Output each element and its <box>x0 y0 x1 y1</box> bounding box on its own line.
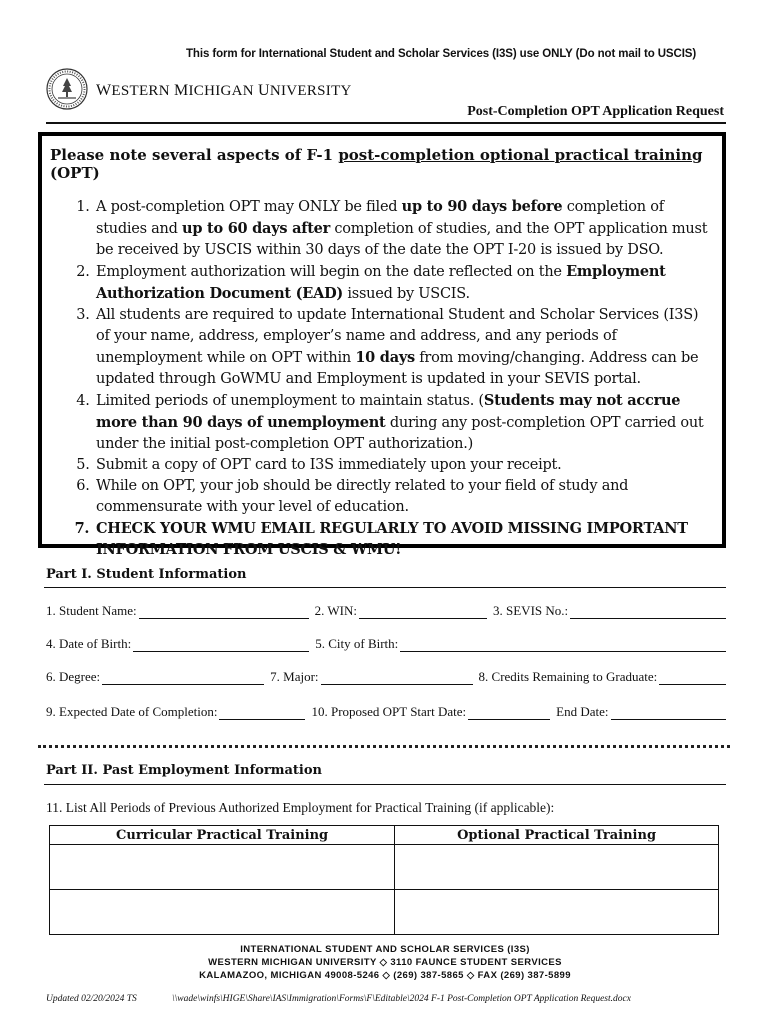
notice-item-5: 5. Submit a copy of OPT card to I3S immediately upon your receipt. <box>94 455 714 476</box>
city-of-birth-field[interactable] <box>400 639 726 652</box>
dob-field[interactable] <box>133 639 309 652</box>
footer-line-1: INTERNATIONAL STUDENT AND SCHOLAR SERVICES (I3S) <box>240 944 530 955</box>
university-name: WESTERN MICHIGAN UNIVERSITY <box>96 82 352 99</box>
file-path: \\wade\winfs\HIGE\Share\IAS\Immigration\Forms\F\Editable\2024 F-1 Post-Completion OPT Application Request.docx <box>172 994 631 1004</box>
row-4 <box>46 704 726 720</box>
opt-start-field[interactable] <box>468 707 550 720</box>
part2-title: Part II. Past Employment Information <box>46 763 322 778</box>
opt-start-label: 10. Proposed OPT Start Date: <box>311 704 467 719</box>
notice-item-6: 6. While on OPT, your job should be directly related to your field of study and commensurate with your level of education. <box>94 476 714 518</box>
row-2 <box>46 636 726 652</box>
footer-line-2: WESTERN MICHIGAN UNIVERSITY ◇ 3110 FAUNCE STUDENT SERVICES <box>208 957 562 968</box>
credits-field[interactable] <box>659 672 726 685</box>
row-3 <box>46 669 726 685</box>
part1-rule <box>44 587 726 588</box>
cpt-cell-1[interactable] <box>50 845 395 890</box>
part2-rule <box>44 784 726 785</box>
footer-line-3: KALAMAZOO, MICHIGAN 49008-5246 ◇ (269) 387-5865 ◇ FAX (269) 387-5899 <box>199 970 571 981</box>
credits-label: 8. Credits Remaining to Graduate: <box>478 669 658 684</box>
city-of-birth-label: 5. City of Birth: <box>315 636 399 651</box>
employment-table <box>49 825 719 935</box>
notice-heading: Please note several aspects of F-1 post-completion optional practical training (OPT) <box>50 146 703 182</box>
notice-list <box>50 196 714 560</box>
opt-end-label: End Date: <box>556 704 609 719</box>
dob-label: 4. Date of Birth: <box>46 636 132 651</box>
top-note: This form for International Student and Scholar Services (I3S) use ONLY (Do not mail to USCIS) <box>186 48 697 60</box>
title-rule <box>46 122 726 124</box>
part1-title: Part I. Student Information <box>46 567 247 582</box>
completion-date-field[interactable] <box>219 707 305 720</box>
opt-end-field[interactable] <box>611 707 727 720</box>
degree-field[interactable] <box>102 672 264 685</box>
win-field[interactable] <box>359 606 487 619</box>
question-11: 11. List All Periods of Previous Authorized Employment for Practical Training (if applicable): <box>46 800 555 815</box>
notice-item-3: 3. All students are required to update International Student and Scholar Services (I3S) of your name, address, employer’s name and address, and any periods of unemployment while on OPT within 10 days from moving/changing. Address can be updated through GoWMU and Employment is updated in your SEVIS portal. <box>94 305 714 390</box>
notice-item-2: 2. Employment authorization will begin on the date reflected on the Employment Authorization Document (EAD) issued by USCIS. <box>94 261 714 305</box>
notice-item-7: 7. CHECK YOUR WMU EMAIL REGULARLY TO AVOID MISSING IMPORTANT INFORMATION FROM USCIS & WMU! <box>94 518 714 560</box>
degree-label: 6. Degree: <box>46 669 101 684</box>
student-name-field[interactable] <box>139 606 309 619</box>
notice-item-1: 1. A post-completion OPT may ONLY be filed up to 90 days before completion of studies and up to 60 days after completion of studies, and the OPT application must be received by USCIS within 30 days of the date the OPT I-20 is issued by DSO. <box>94 196 714 261</box>
major-label: 7. Major: <box>270 669 319 684</box>
row-1 <box>46 603 726 619</box>
opt-notice-box <box>38 132 726 558</box>
cpt-header: Curricular Practical Training <box>50 826 395 845</box>
opt-cell-2[interactable] <box>395 890 719 935</box>
notice-item-4: 4. Limited periods of unemployment to maintain status. (Students may not accrue more than 90 days of unemployment during any post-completion OPT carried out under the initial post-completion OPT authorization.) <box>94 390 714 455</box>
student-name-label: 1. Student Name: <box>46 603 137 618</box>
cpt-cell-2[interactable] <box>50 890 395 935</box>
sevis-label: 3. SEVIS No.: <box>493 603 569 618</box>
completion-date-label: 9. Expected Date of Completion: <box>46 704 218 719</box>
opt-header: Optional Practical Training <box>395 826 719 845</box>
win-label: 2. WIN: <box>314 603 358 618</box>
university-seal-icon <box>46 68 88 110</box>
opt-cell-1[interactable] <box>395 845 719 890</box>
updated-note: Updated 02/20/2024 TS <box>46 994 137 1004</box>
sevis-field[interactable] <box>570 606 726 619</box>
form-title: Post-Completion OPT Application Request <box>467 104 724 119</box>
major-field[interactable] <box>321 672 473 685</box>
dotted-divider <box>38 745 730 748</box>
